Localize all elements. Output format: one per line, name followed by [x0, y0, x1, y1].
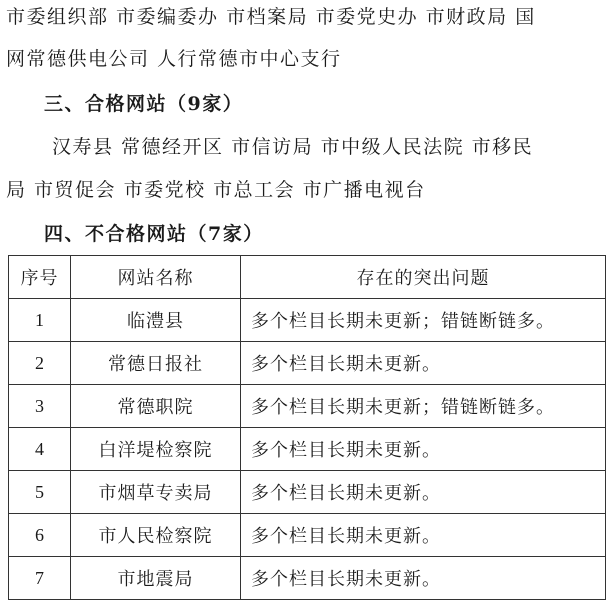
table-row [9, 428, 606, 471]
row-number: 7 [9, 557, 71, 600]
org-list-line-1: 市委组织部 市委编委办 市档案局 市委党史办 市财政局 国 [6, 6, 536, 28]
site-name: 临澧县 [71, 299, 241, 342]
row-number: 3 [9, 385, 71, 428]
org-list-line-2: 网常德供电公司 人行常德市中心支行 [6, 48, 342, 70]
site-name: 常德日报社 [71, 342, 241, 385]
column-header-issues: 存在的突出问题 [241, 256, 606, 299]
site-issue: 多个栏目长期未更新。 [241, 471, 606, 514]
column-header-number: 序号 [9, 256, 71, 299]
row-number: 1 [9, 299, 71, 342]
unqualified-sites-heading: 四、不合格网站（7家） [44, 223, 264, 245]
row-number: 5 [9, 471, 71, 514]
site-issue: 多个栏目长期未更新。 [241, 514, 606, 557]
row-number: 6 [9, 514, 71, 557]
site-issue: 多个栏目长期未更新。 [241, 428, 606, 471]
qualified-list-line-1: 汉寿县 常德经开区 市信访局 市中级人民法院 市移民 [52, 136, 534, 158]
table-header-row [9, 256, 606, 299]
table-row [9, 385, 606, 428]
site-name: 市烟草专卖局 [71, 471, 241, 514]
site-issue: 多个栏目长期未更新。 [241, 342, 606, 385]
unqualified-sites-table [8, 255, 606, 600]
site-name: 常德职院 [71, 385, 241, 428]
table-row [9, 342, 606, 385]
table-row [9, 299, 606, 342]
site-name: 市地震局 [71, 557, 241, 600]
site-issue: 多个栏目长期未更新。 [241, 557, 606, 600]
table-row [9, 471, 606, 514]
column-header-site-name: 网站名称 [71, 256, 241, 299]
qualified-list-line-2: 局 市贸促会 市委党校 市总工会 市广播电视台 [6, 179, 426, 201]
row-number: 2 [9, 342, 71, 385]
site-issue: 多个栏目长期未更新；错链断链多。 [241, 299, 606, 342]
table-row [9, 514, 606, 557]
table-row [9, 557, 606, 600]
site-name: 市人民检察院 [71, 514, 241, 557]
qualified-sites-heading: 三、合格网站（9家） [44, 93, 244, 115]
site-issue: 多个栏目长期未更新；错链断链多。 [241, 385, 606, 428]
row-number: 4 [9, 428, 71, 471]
site-name: 白洋堤检察院 [71, 428, 241, 471]
